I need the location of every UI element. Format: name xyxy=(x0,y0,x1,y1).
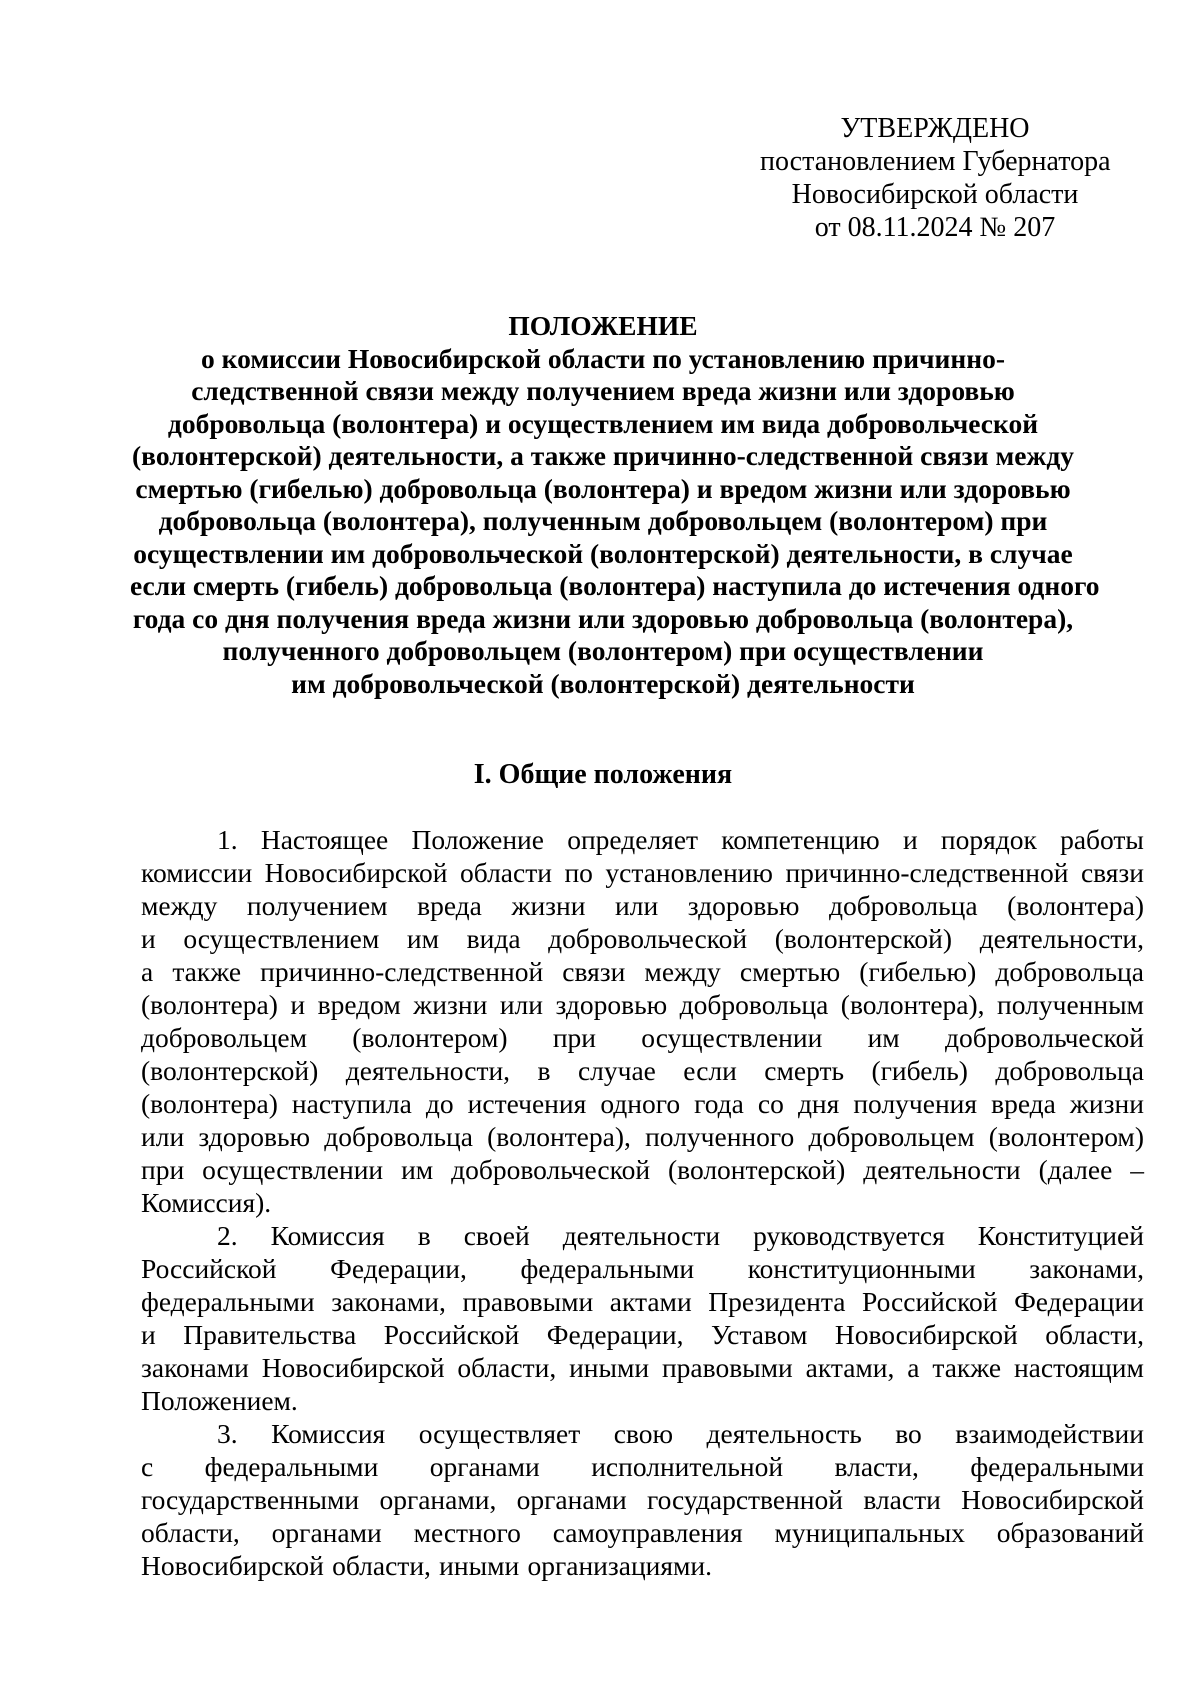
body-word: (волонтера), xyxy=(840,989,985,1020)
body-word: Новосибирской xyxy=(261,1352,445,1383)
title-line: если смерть (гибель) добровольца (волонтера) наступила до истечения одного xyxy=(130,570,1100,601)
body-word: Комиссия). xyxy=(141,1187,272,1218)
body-word: муниципальных xyxy=(774,1517,965,1548)
body-word: (гибелью) xyxy=(859,956,977,987)
body-word: федеральными xyxy=(204,1451,379,1482)
body-word: а xyxy=(141,956,154,987)
body-word: установлению xyxy=(605,857,773,888)
body-word: Федерации, xyxy=(330,1253,467,1284)
body-word: деятельность xyxy=(706,1418,862,1449)
body-word: органами xyxy=(271,1517,382,1548)
body-word: добровольца xyxy=(679,989,829,1020)
body-line xyxy=(141,922,1144,955)
body-word: федеральными xyxy=(141,1286,315,1317)
body-word: им xyxy=(406,923,440,954)
body-word: Российской xyxy=(141,1253,277,1284)
body-word: добровольца xyxy=(324,1121,473,1152)
body-word: деятельности, xyxy=(979,923,1144,954)
body-text xyxy=(141,823,1144,1582)
document-title xyxy=(130,310,1100,700)
body-word: добровольцем xyxy=(141,1022,308,1053)
body-word: руководствуется xyxy=(753,1220,945,1251)
body-word: вредом xyxy=(317,989,401,1020)
body-word: связи xyxy=(1080,857,1144,888)
section-heading: I. Общие положения xyxy=(473,759,733,790)
title-line: года со дня получения вреда жизни или здоровью добровольца (волонтера), xyxy=(132,602,1074,634)
body-line xyxy=(141,856,1144,889)
body-line xyxy=(141,889,1144,922)
body-word: (волонтера), xyxy=(487,1121,631,1152)
body-word: полученного xyxy=(645,1121,795,1152)
body-word: причинно-следственной xyxy=(260,956,544,987)
title-line: добровольца (волонтера) и осуществлением им вида добровольческой xyxy=(167,407,1039,439)
body-word: и xyxy=(290,989,306,1020)
body-word: власти, xyxy=(834,1451,919,1482)
body-word: Российской xyxy=(862,1286,998,1317)
body-word: определяет xyxy=(567,824,699,855)
body-word: 2. xyxy=(217,1220,238,1251)
body-word: получения xyxy=(853,1088,978,1119)
body-word: если xyxy=(683,1055,737,1086)
body-word: своей xyxy=(463,1220,530,1251)
body-word: Конституцией xyxy=(977,1220,1144,1251)
body-word: добровольца xyxy=(828,890,978,921)
body-word: со xyxy=(757,1088,784,1119)
body-word: добровольца xyxy=(995,956,1144,987)
body-line xyxy=(141,988,1144,1021)
body-word: Правительства xyxy=(183,1319,357,1350)
body-word: работы xyxy=(1060,824,1144,855)
body-line xyxy=(141,1021,1144,1054)
approval-date-number: от 08.11.2024 № 207 xyxy=(814,212,1056,243)
body-word: (гибель) xyxy=(871,1055,968,1086)
body-word: осуществлении xyxy=(202,1154,384,1185)
body-word: между xyxy=(644,956,721,987)
body-word: смертью xyxy=(739,956,841,987)
body-word: власти xyxy=(863,1484,941,1515)
body-word: деятельности xyxy=(562,1220,721,1251)
body-word: также xyxy=(172,956,242,987)
body-word: или xyxy=(141,1121,185,1152)
body-word: (далее xyxy=(1038,1154,1113,1185)
body-word: вида xyxy=(466,923,521,954)
body-word: самоуправления xyxy=(552,1517,743,1548)
body-word: (волонтера) xyxy=(1007,890,1144,921)
body-word: исполнительной xyxy=(591,1451,784,1482)
body-word: (волонтера) xyxy=(141,989,278,1020)
body-word: связи xyxy=(562,956,626,987)
body-word: причинно-следственной xyxy=(785,857,1069,888)
body-line xyxy=(141,1483,1144,1516)
body-word: одного xyxy=(600,1088,681,1119)
body-word: законами, xyxy=(1029,1253,1144,1284)
body-word: им xyxy=(867,1022,900,1053)
body-line xyxy=(141,955,1144,988)
title-heading: ПОЛОЖЕНИЕ xyxy=(508,310,698,341)
approval-stamp xyxy=(760,112,1110,244)
body-word: области xyxy=(460,857,552,888)
body-word: и xyxy=(141,923,156,954)
body-word: жизни xyxy=(413,989,488,1020)
body-word: актами xyxy=(609,1286,692,1317)
body-word: Новосибирской xyxy=(264,857,448,888)
body-word: полученным xyxy=(997,989,1144,1020)
body-word: по xyxy=(564,857,593,888)
body-word: области, xyxy=(457,1352,557,1383)
title-line: полученного добровольцем (волонтером) при осуществлении xyxy=(222,635,984,666)
body-word: образований xyxy=(996,1517,1144,1548)
body-word: при xyxy=(552,1022,597,1053)
body-line xyxy=(141,1219,1144,1252)
body-word: органами, xyxy=(379,1484,497,1515)
body-word: деятельности xyxy=(863,1154,1021,1185)
body-line xyxy=(141,1285,1144,1318)
body-word: комиссии xyxy=(141,857,253,888)
body-word: (волонтера) xyxy=(141,1088,278,1119)
body-word: Федерации xyxy=(1014,1286,1144,1317)
body-word: здоровью xyxy=(687,890,800,921)
body-word: в xyxy=(417,1220,431,1251)
body-word: с xyxy=(141,1451,154,1482)
body-word: Президента xyxy=(708,1286,846,1317)
body-word: актами, xyxy=(805,1352,895,1383)
body-word: добровольца xyxy=(995,1055,1144,1086)
body-word: федеральными xyxy=(970,1451,1144,1482)
body-line xyxy=(141,1186,1144,1219)
body-word: дня xyxy=(797,1088,840,1119)
body-word: вреда xyxy=(991,1088,1056,1119)
body-word: им xyxy=(401,1154,434,1185)
body-word: 3. xyxy=(217,1418,238,1449)
body-word: 1. xyxy=(217,824,238,855)
body-word: местного xyxy=(413,1517,521,1548)
body-word: органами xyxy=(516,1484,627,1515)
body-word: иными xyxy=(569,1352,650,1383)
body-word: Положением. xyxy=(141,1385,298,1416)
approval-heading: УТВЕРЖДЕНО xyxy=(840,113,1030,144)
body-word: и xyxy=(141,1319,156,1350)
body-word: жизни xyxy=(1069,1088,1144,1119)
body-word: добровольческой xyxy=(548,923,748,954)
body-line xyxy=(141,1087,1144,1120)
body-word: области, xyxy=(1045,1319,1144,1350)
body-word: (волонтером) xyxy=(352,1022,508,1053)
body-word: правовыми xyxy=(661,1352,793,1383)
body-word: федеральными xyxy=(520,1253,695,1284)
body-word: жизни xyxy=(511,890,586,921)
body-word: года xyxy=(694,1088,744,1119)
body-word: также xyxy=(932,1352,1002,1383)
title-line: (волонтерской) деятельности, а также причинно-следственной связи между xyxy=(132,440,1074,471)
body-line xyxy=(141,1549,1144,1582)
body-word: области, xyxy=(332,1550,431,1581)
body-word: добровольцем xyxy=(808,1121,975,1152)
body-word: взаимодействии xyxy=(955,1418,1144,1449)
body-word: наступила xyxy=(291,1088,412,1119)
body-line xyxy=(141,823,1144,856)
body-line xyxy=(141,1417,1144,1450)
body-word: здоровью xyxy=(198,1121,311,1152)
body-word: порядок xyxy=(940,824,1037,855)
body-word: организациями. xyxy=(527,1550,713,1581)
body-word: смерть xyxy=(764,1055,845,1086)
body-word: добровольческой xyxy=(944,1022,1144,1053)
body-word: области, xyxy=(141,1517,240,1548)
body-word: (волонтерской) xyxy=(774,923,953,954)
body-word: или xyxy=(499,989,543,1020)
title-line: смертью (гибелью) добровольца (волонтера) и вредом жизни или здоровью xyxy=(135,472,1071,504)
body-word: государственной xyxy=(647,1484,843,1515)
title-line: следственной связи между получением вреда жизни или здоровью xyxy=(191,375,1015,406)
body-word: случае xyxy=(577,1055,656,1086)
body-word: законами, xyxy=(331,1286,446,1317)
body-word: Российской xyxy=(383,1319,520,1350)
body-word: здоровью xyxy=(555,989,668,1020)
title-line: осуществлении им добровольческой (волонтерской) деятельности, в случае xyxy=(133,537,1073,569)
body-word: деятельности, xyxy=(345,1055,511,1086)
body-word: а xyxy=(907,1352,920,1383)
title-line: о комиссии Новосибирской области по установлению причинно- xyxy=(201,342,1005,374)
body-word: Федерации, xyxy=(546,1319,684,1350)
body-word: получением xyxy=(246,890,388,921)
body-word: Комиссия xyxy=(270,1220,385,1251)
body-word: осуществлении xyxy=(641,1022,823,1053)
body-word: настоящим xyxy=(1013,1352,1144,1383)
title-line: добровольца (волонтера), полученным добровольцем (волонтером) при xyxy=(158,505,1048,536)
body-word: законами xyxy=(141,1352,249,1383)
body-line xyxy=(141,1153,1144,1186)
body-word: или xyxy=(615,890,659,921)
body-line xyxy=(141,1351,1144,1384)
body-word: Положение xyxy=(411,824,544,855)
body-word: – xyxy=(1130,1154,1144,1185)
body-word: Новосибирской xyxy=(834,1319,1018,1350)
body-word: вреда xyxy=(417,890,482,921)
body-word: Новосибирской xyxy=(961,1484,1144,1515)
body-word: государственными xyxy=(141,1484,360,1515)
body-word: в xyxy=(537,1055,551,1086)
body-word: Настоящее xyxy=(260,824,389,855)
body-word: до xyxy=(425,1088,454,1119)
body-word: Уставом xyxy=(711,1319,808,1350)
body-line xyxy=(141,1450,1144,1483)
body-word: (волонтерской) xyxy=(667,1154,846,1185)
body-word: Комиссия xyxy=(271,1418,386,1449)
body-word: добровольческой xyxy=(451,1154,651,1185)
body-word: при xyxy=(141,1154,185,1185)
body-line xyxy=(141,1516,1144,1549)
body-word: истечения xyxy=(467,1088,587,1119)
body-word: компетенцию xyxy=(721,824,880,855)
body-word: органами xyxy=(429,1451,540,1482)
body-word: конституционными xyxy=(747,1253,976,1284)
title-line: им добровольческой (волонтерской) деятельности xyxy=(291,667,915,699)
body-line xyxy=(141,1054,1144,1087)
body-line xyxy=(141,1120,1144,1153)
body-word: во xyxy=(895,1418,922,1449)
body-word: Новосибирской xyxy=(141,1550,324,1581)
body-word: свою xyxy=(613,1418,674,1449)
approval-line: постановлением Губернатора xyxy=(760,146,1111,177)
body-word: (волонтером) xyxy=(988,1121,1144,1152)
body-word: правовыми xyxy=(462,1286,594,1317)
body-word: между xyxy=(141,890,218,921)
body-line xyxy=(141,1318,1144,1351)
body-word: осуществляет xyxy=(418,1418,581,1449)
body-line xyxy=(141,1384,1144,1417)
body-word: осуществлением xyxy=(183,923,380,954)
body-line xyxy=(141,1252,1144,1285)
body-word: (волонтерской) xyxy=(141,1055,319,1086)
approval-line: Новосибирской области xyxy=(791,179,1079,210)
body-word: и xyxy=(902,824,918,855)
body-word: иными xyxy=(439,1550,520,1581)
